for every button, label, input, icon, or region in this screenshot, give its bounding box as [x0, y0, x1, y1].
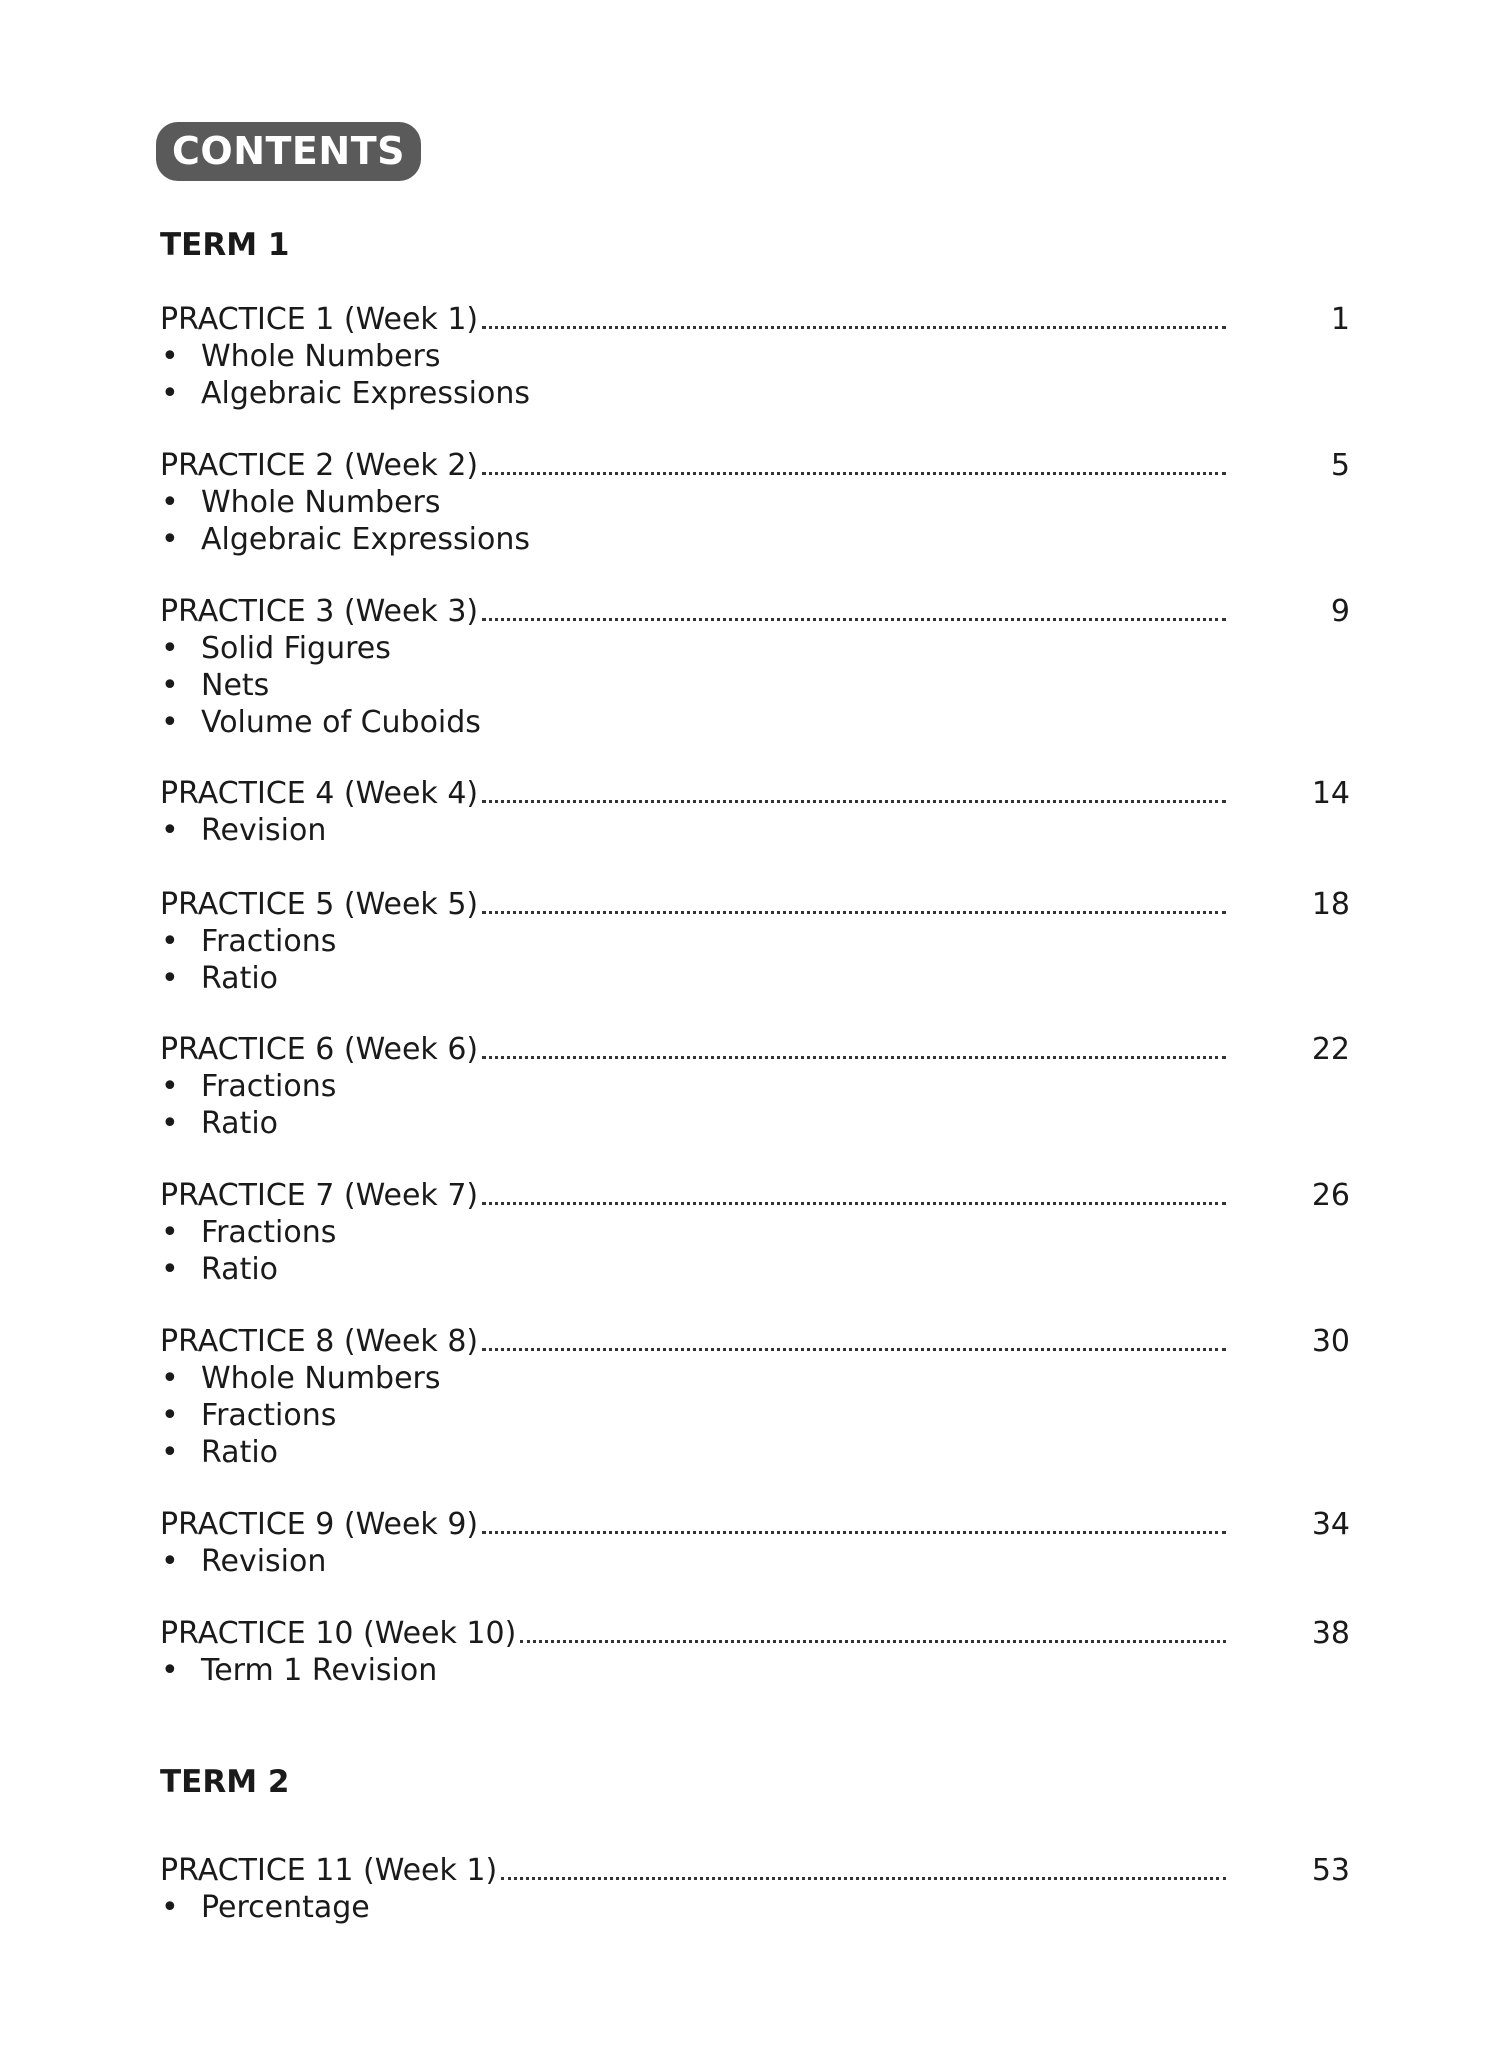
dot-leader: [501, 1855, 1226, 1880]
page-number: 53: [1311, 1853, 1350, 1888]
dot-leader: [482, 1180, 1226, 1205]
dot-leader: [482, 889, 1226, 914]
topic-label: Fractions: [201, 1398, 337, 1433]
toc-entry[interactable]: [160, 1323, 1350, 1471]
entry-title: PRACTICE 4 (Week 4): [160, 776, 479, 811]
toc-entry-line[interactable]: [160, 1615, 1350, 1652]
toc-entry[interactable]: [160, 593, 1350, 741]
bullet-icon: •: [161, 1544, 179, 1579]
topic-label: Whole Numbers: [201, 485, 441, 520]
topic-label: Revision: [201, 813, 327, 848]
dot-leader: [482, 1034, 1226, 1059]
topic-label: Solid Figures: [201, 631, 391, 666]
dot-leader: [482, 1509, 1226, 1534]
page-number: 34: [1311, 1507, 1350, 1542]
bullet-icon: •: [161, 1653, 179, 1688]
topic-label: Volume of Cuboids: [201, 705, 481, 740]
bullet-icon: •: [161, 668, 179, 703]
entry-title: PRACTICE 8 (Week 8): [160, 1324, 479, 1359]
topic-label: Algebraic Expressions: [201, 522, 530, 557]
bullet-icon: •: [161, 522, 179, 557]
topic-item: [160, 1543, 1350, 1580]
toc-entry-line[interactable]: [160, 593, 1350, 630]
page-number: 5: [1330, 448, 1350, 483]
term-heading: TERM 2: [160, 1764, 290, 1800]
topic-label: Fractions: [201, 1069, 337, 1104]
topic-item: [160, 1889, 1350, 1926]
toc-entry[interactable]: [160, 775, 1350, 849]
toc-entry-line[interactable]: [160, 1323, 1350, 1360]
contents-badge: CONTENTS: [156, 122, 421, 181]
term-heading: TERM 1: [160, 227, 290, 263]
toc-entry-line[interactable]: [160, 1177, 1350, 1214]
topic-label: Term 1 Revision: [201, 1653, 438, 1688]
toc-entry[interactable]: [160, 1615, 1350, 1689]
bullet-icon: •: [161, 339, 179, 374]
topic-label: Fractions: [201, 924, 337, 959]
topic-item: [160, 1251, 1350, 1288]
bullet-icon: •: [161, 1069, 179, 1104]
bullet-icon: •: [161, 1215, 179, 1250]
topic-label: Ratio: [201, 961, 279, 996]
bullet-icon: •: [161, 376, 179, 411]
topic-item: [160, 812, 1350, 849]
topic-item: [160, 1434, 1350, 1471]
topic-label: Algebraic Expressions: [201, 376, 530, 411]
toc-entry-line[interactable]: [160, 447, 1350, 484]
topic-item: [160, 667, 1350, 704]
topic-item: [160, 630, 1350, 667]
page-number: 26: [1311, 1178, 1350, 1213]
entry-title: PRACTICE 10 (Week 10): [160, 1616, 517, 1651]
topic-item: [160, 1105, 1350, 1142]
bullet-icon: •: [161, 1361, 179, 1396]
toc-entry[interactable]: [160, 1177, 1350, 1288]
toc-entry-line[interactable]: [160, 775, 1350, 812]
topic-item: [160, 704, 1350, 741]
toc-entry[interactable]: [160, 1031, 1350, 1142]
bullet-icon: •: [161, 705, 179, 740]
toc-entry-line[interactable]: [160, 886, 1350, 923]
entry-title: PRACTICE 1 (Week 1): [160, 302, 479, 337]
topic-item: [160, 521, 1350, 558]
topic-item: [160, 375, 1350, 412]
topic-label: Nets: [201, 668, 270, 703]
toc-entry[interactable]: [160, 447, 1350, 558]
bullet-icon: •: [161, 813, 179, 848]
bullet-icon: •: [161, 631, 179, 666]
topic-label: Ratio: [201, 1252, 279, 1287]
topic-item: [160, 1397, 1350, 1434]
page-number: 1: [1330, 302, 1350, 337]
topic-label: Revision: [201, 1544, 327, 1579]
page-number: 30: [1311, 1324, 1350, 1359]
bullet-icon: •: [161, 1435, 179, 1470]
toc-entry-line[interactable]: [160, 1506, 1350, 1543]
topic-item: [160, 1360, 1350, 1397]
bullet-icon: •: [161, 1106, 179, 1141]
toc-entry[interactable]: [160, 1506, 1350, 1580]
topic-item: [160, 484, 1350, 521]
dot-leader: [482, 450, 1226, 475]
bullet-icon: •: [161, 1252, 179, 1287]
toc-entry[interactable]: [160, 886, 1350, 997]
topic-label: Percentage: [201, 1890, 370, 1925]
topic-label: Whole Numbers: [201, 1361, 441, 1396]
topic-label: Fractions: [201, 1215, 337, 1250]
bullet-icon: •: [161, 1398, 179, 1433]
topic-item: [160, 1068, 1350, 1105]
toc-entry[interactable]: [160, 301, 1350, 412]
dot-leader: [482, 304, 1226, 329]
toc-entry[interactable]: [160, 1852, 1350, 1926]
toc-entry-line[interactable]: [160, 1031, 1350, 1068]
dot-leader: [520, 1618, 1226, 1643]
page-number: 22: [1311, 1032, 1350, 1067]
page-number: 18: [1311, 887, 1350, 922]
page-number: 14: [1311, 776, 1350, 811]
topic-item: [160, 960, 1350, 997]
dot-leader: [482, 596, 1226, 621]
entry-title: PRACTICE 2 (Week 2): [160, 448, 479, 483]
toc-entry-line[interactable]: [160, 301, 1350, 338]
entry-title: PRACTICE 6 (Week 6): [160, 1032, 479, 1067]
topic-label: Ratio: [201, 1106, 279, 1141]
bullet-icon: •: [161, 924, 179, 959]
bullet-icon: •: [161, 485, 179, 520]
page-number: 9: [1330, 594, 1350, 629]
page-number: 38: [1311, 1616, 1350, 1651]
topic-label: Ratio: [201, 1435, 279, 1470]
entry-title: PRACTICE 11 (Week 1): [160, 1853, 498, 1888]
dot-leader: [482, 1326, 1226, 1351]
bullet-icon: •: [161, 1890, 179, 1925]
toc-entry-line[interactable]: [160, 1852, 1350, 1889]
dot-leader: [482, 778, 1226, 803]
topic-item: [160, 338, 1350, 375]
topic-item: [160, 1652, 1350, 1689]
entry-title: PRACTICE 9 (Week 9): [160, 1507, 479, 1542]
bullet-icon: •: [161, 961, 179, 996]
entry-title: PRACTICE 3 (Week 3): [160, 594, 479, 629]
topic-item: [160, 923, 1350, 960]
entry-title: PRACTICE 7 (Week 7): [160, 1178, 479, 1213]
topic-label: Whole Numbers: [201, 339, 441, 374]
entry-title: PRACTICE 5 (Week 5): [160, 887, 479, 922]
topic-item: [160, 1214, 1350, 1251]
